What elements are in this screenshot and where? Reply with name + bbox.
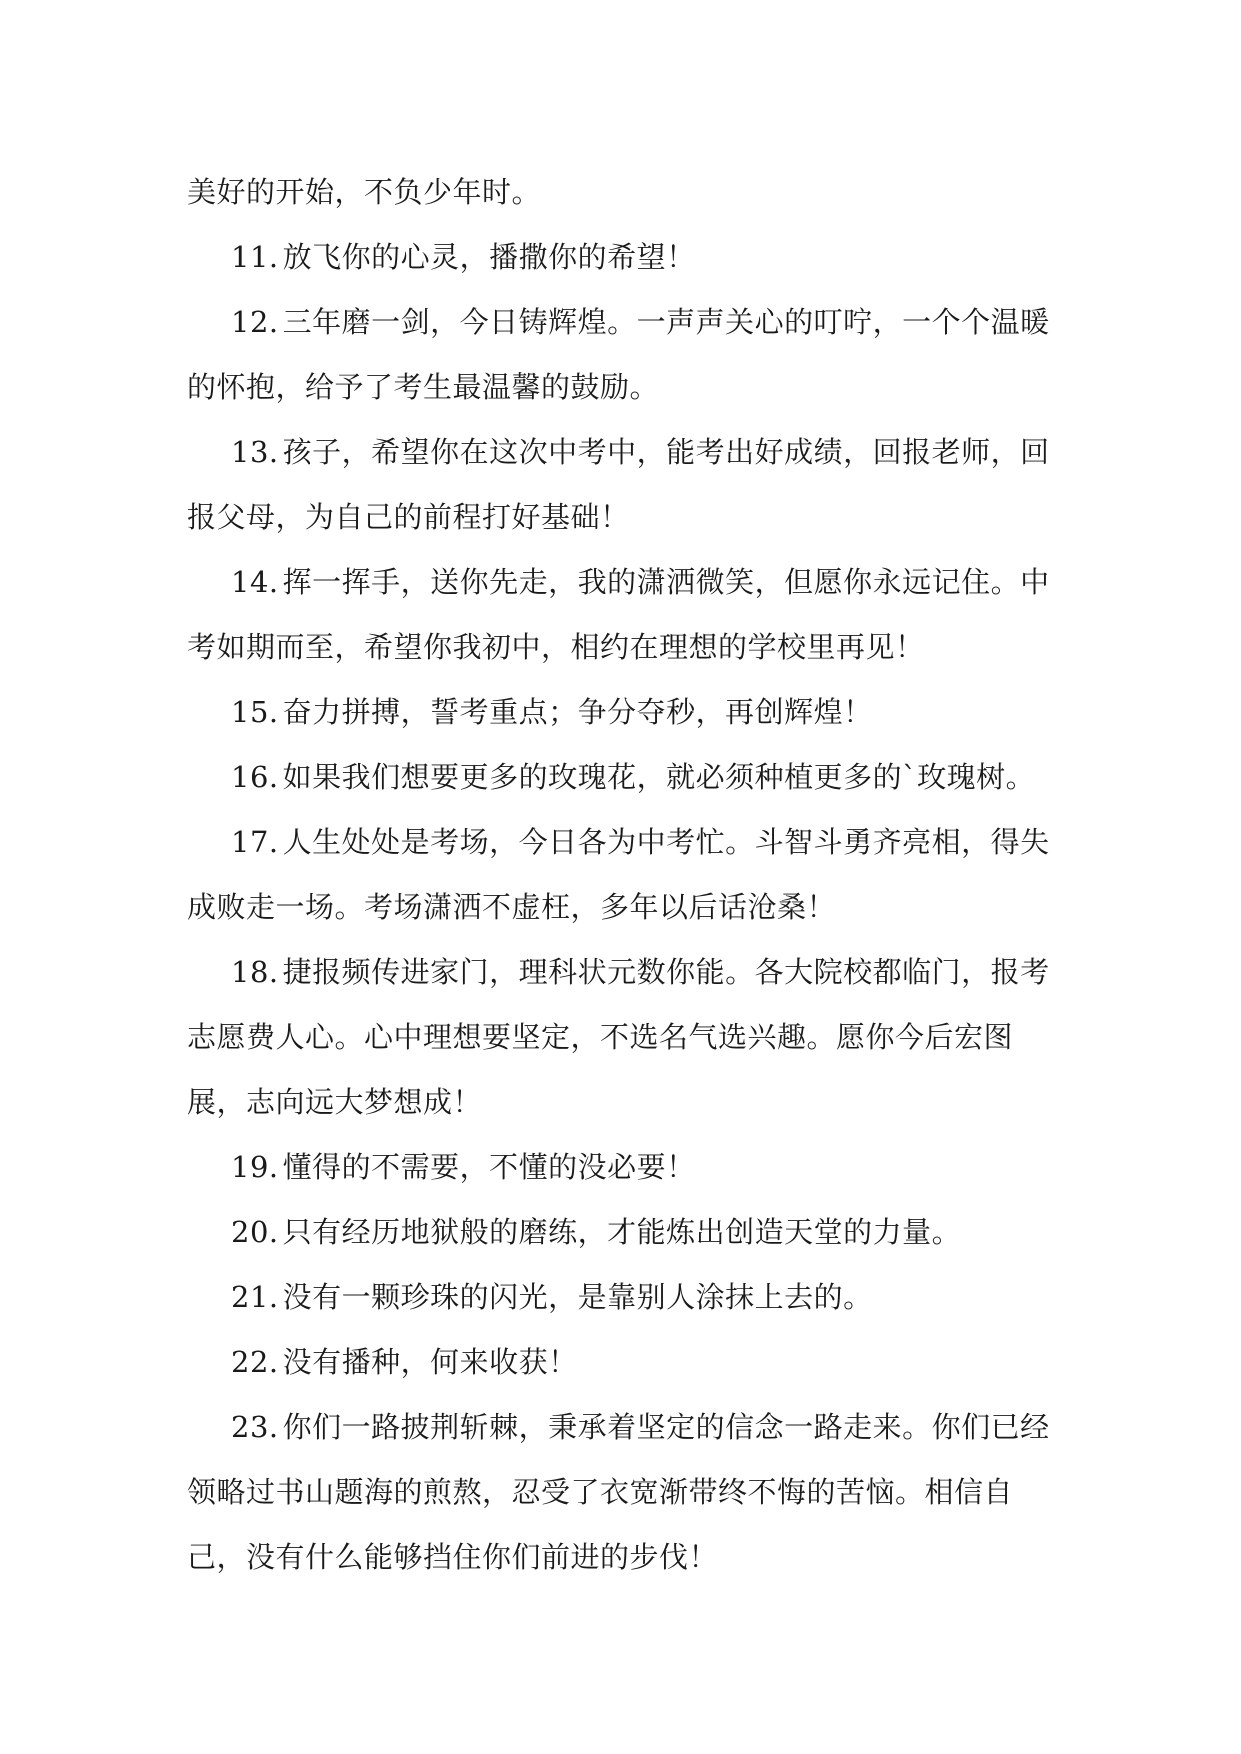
paragraph (187, 1200, 1067, 1265)
item-number: 18. (231, 955, 279, 989)
paragraph-text: 只有经历地狱般的磨练，才能炼出创造天堂的力量。 (282, 1215, 962, 1249)
item-number: 13. (231, 435, 279, 469)
paragraph-text: 奋力拼搏，誓考重点；争分夺秒，再创辉煌！ (282, 695, 873, 729)
paragraph-text: 人生处处是考场，今日各为中考忙。斗智斗勇齐亮相，得失成败走一场。考场潇洒不虚枉，多年以后话沧桑！ (187, 825, 1050, 924)
paragraph-text: 没有播种，何来收获！ (282, 1345, 578, 1379)
item-number: 12. (231, 305, 279, 339)
item-number: 11. (231, 240, 279, 274)
item-number: 17. (231, 825, 279, 859)
paragraph (187, 1265, 1067, 1330)
paragraph (187, 420, 1067, 550)
paragraph (187, 1395, 1067, 1590)
paragraph (187, 1330, 1067, 1395)
paragraph (187, 1135, 1067, 1200)
paragraph-text: 美好的开始，不负少年时。 (187, 175, 542, 209)
paragraph (187, 680, 1067, 745)
paragraph-text: 你们一路披荆斩棘，秉承着坚定的信念一路走来。你们已经领略过书山题海的煎熬，忍受了衣宽渐带终不悔的苦恼。相信自己，没有什么能够挡住你们前进的步伐！ (187, 1410, 1050, 1574)
document-body (187, 160, 1067, 1590)
item-number: 22. (231, 1345, 279, 1379)
paragraph (187, 550, 1067, 680)
paragraph (187, 290, 1067, 420)
paragraph-text: 捷报频传进家门，理科状元数你能。各大院校都临门，报考志愿费人心。心中理想要坚定，不选名气选兴趣。愿你今后宏图展，志向远大梦想成！ (187, 955, 1050, 1119)
paragraph (187, 810, 1067, 940)
paragraph (187, 745, 1067, 810)
paragraph-text: 没有一颗珍珠的闪光，是靠别人涂抹上去的。 (282, 1280, 873, 1314)
paragraph-text: 孩子，希望你在这次中考中，能考出好成绩，回报老师，回报父母，为自己的前程打好基础！ (187, 435, 1050, 534)
item-number: 14. (231, 565, 279, 599)
paragraph-text: 三年磨一剑，今日铸辉煌。一声声关心的叮咛，一个个温暖的怀抱，给予了考生最温馨的鼓励。 (187, 305, 1050, 404)
item-number: 21. (231, 1280, 279, 1314)
paragraph (187, 225, 1067, 290)
item-number: 19. (231, 1150, 279, 1184)
item-number: 16. (231, 760, 279, 794)
paragraph-text: 放飞你的心灵，播撒你的希望！ (282, 240, 696, 274)
paragraph-text: 挥一挥手，送你先走，我的潇洒微笑，但愿你永远记住。中考如期而至，希望你我初中，相约在理想的学校里再见！ (187, 565, 1050, 664)
item-number: 15. (231, 695, 279, 729)
paragraph-text: 如果我们想要更多的玫瑰花，就必须种植更多的`玫瑰树。 (282, 760, 1036, 794)
paragraph-text: 懂得的不需要，不懂的没必要！ (282, 1150, 696, 1184)
item-number: 20. (231, 1215, 279, 1249)
paragraph (187, 160, 1067, 225)
item-number: 23. (231, 1410, 279, 1444)
paragraph (187, 940, 1067, 1135)
